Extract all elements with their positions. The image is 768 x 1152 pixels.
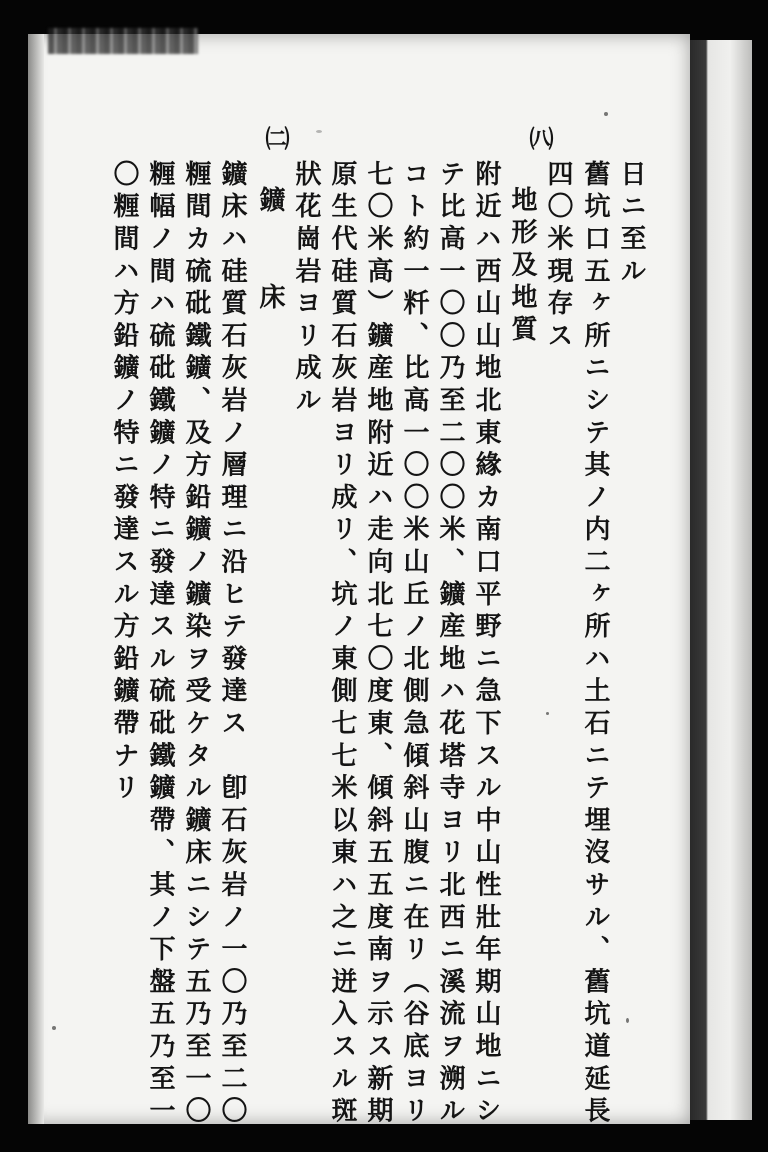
scan-speck <box>626 1018 629 1023</box>
text-column-13: 糎間カ硫砒鐵鑛、及方鉛鑛ノ鑛染ヲ受ケタル鑛床ニシテ五乃至一〇 <box>181 160 211 1129</box>
header-smudge <box>48 28 198 54</box>
scan-speck <box>52 1026 56 1030</box>
scan-speck <box>604 112 608 116</box>
page-binding-edge <box>28 34 44 1124</box>
text-column-2: 舊坑口五ヶ所ニシテ其ノ内二ヶ所ハ土石ニテ埋沒サル、舊坑道延長 <box>580 160 610 1129</box>
adjacent-page-strip <box>690 40 752 1120</box>
text-column-9: 原生代硅質石灰岩ヨリ成リ、坑ノ東側七七米以東ハ之ニ迸入スル斑 <box>327 160 357 1129</box>
text-column-5: 附近ハ西山山地北東緣カ南口平野ニ急下スル中山性壯年期山地ニシ <box>471 160 501 1129</box>
section-label-ha: ㈧ <box>525 126 554 150</box>
text-column-7: コト約一粁、比高一〇〇米山丘ノ北側急傾斜山腹ニ在リ（谷底ヨリ <box>399 160 429 1129</box>
text-column-15: 〇糎間ハ方鉛鑛ノ特ニ發達スル方鉛鑛帶ナリ <box>109 160 139 806</box>
section-heading-deposit: 鑛 床 <box>255 186 285 316</box>
text-column-14: 糎幅ノ間ハ硫砒鐵鑛ノ特ニ發達スル硫砒鐵鑛帶、其ノ下盤五乃至一 <box>145 160 175 1129</box>
section-heading-geology: 地形及地質 <box>507 186 537 348</box>
section-label-ni: ㈡ <box>261 126 290 150</box>
scan-speck <box>316 130 322 133</box>
text-column-12: 鑛床ハ硅質石灰岩ノ層理ニ沿ヒテ發達ス 卽石灰岩ノ一〇乃至二〇 <box>217 160 247 1129</box>
text-column-3: 四〇米現存ス <box>543 160 573 354</box>
text-column-6: テ比高一〇〇乃至二〇〇米、鑛産地ハ花塔寺ヨリ北西ニ溪流ヲ溯ル <box>435 160 465 1129</box>
text-column-1: 日ニ至ル <box>616 160 646 290</box>
scan-speck <box>546 712 549 715</box>
text-column-10: 狀花崗岩ヨリ成ル <box>291 160 321 419</box>
text-column-8: 七〇米高）鑛産地附近ハ走向北七〇度東、傾斜五五度南ヲ示ス新期 <box>363 160 393 1129</box>
